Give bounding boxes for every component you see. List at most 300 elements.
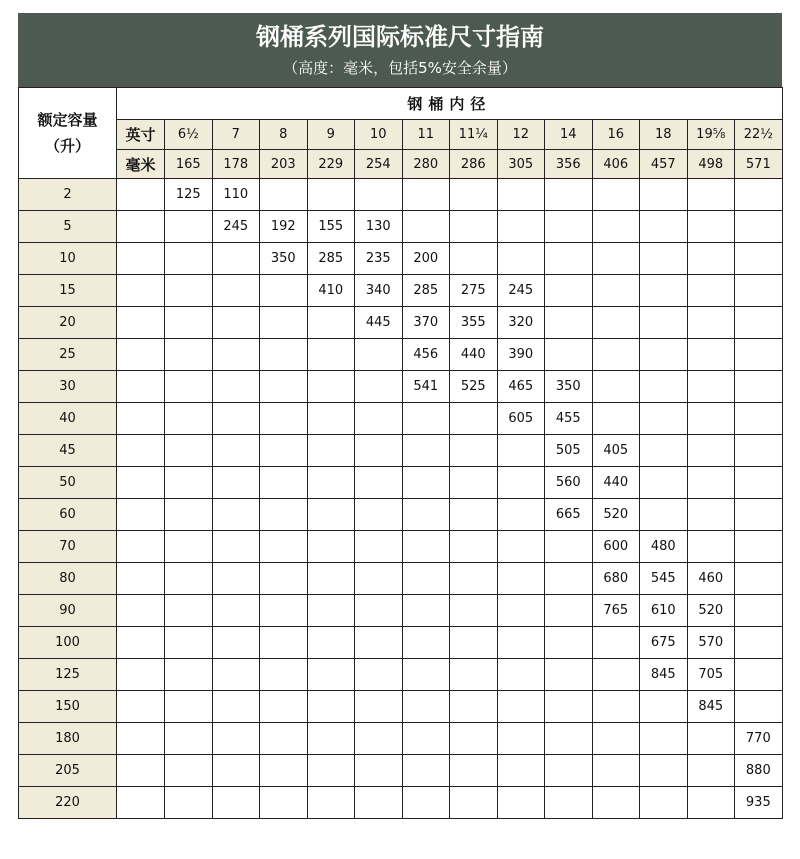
height-cell bbox=[165, 755, 213, 787]
size-table bbox=[18, 87, 783, 819]
height-cell bbox=[687, 307, 735, 339]
height-cell: 460 bbox=[687, 563, 735, 595]
unit-spacer-cell bbox=[117, 723, 165, 755]
capacity-header-cell bbox=[19, 88, 117, 179]
height-cell bbox=[402, 723, 450, 755]
height-cell bbox=[165, 787, 213, 819]
unit-spacer-cell bbox=[117, 659, 165, 691]
capacity-value: 30 bbox=[19, 371, 117, 403]
height-cell bbox=[735, 659, 783, 691]
mm-value: 406 bbox=[592, 150, 640, 179]
height-cell: 245 bbox=[212, 211, 260, 243]
height-cell: 275 bbox=[450, 275, 498, 307]
height-cell: 880 bbox=[735, 755, 783, 787]
height-cell bbox=[687, 211, 735, 243]
capacity-value: 2 bbox=[19, 179, 117, 211]
height-cell bbox=[165, 275, 213, 307]
height-cell bbox=[212, 403, 260, 435]
height-cell bbox=[497, 787, 545, 819]
capacity-value: 20 bbox=[19, 307, 117, 339]
unit-spacer-cell bbox=[117, 531, 165, 563]
inner-diameter-header: 钢桶内径 bbox=[117, 88, 783, 120]
height-cell bbox=[212, 531, 260, 563]
height-cell bbox=[355, 371, 403, 403]
height-cell bbox=[402, 179, 450, 211]
table-row bbox=[19, 275, 783, 307]
height-cell bbox=[307, 531, 355, 563]
height-cell bbox=[212, 787, 260, 819]
height-cell bbox=[735, 275, 783, 307]
mm-value: 286 bbox=[450, 150, 498, 179]
height-cell bbox=[687, 339, 735, 371]
height-cell bbox=[260, 723, 308, 755]
height-cell bbox=[450, 787, 498, 819]
height-cell bbox=[260, 371, 308, 403]
height-cell bbox=[165, 627, 213, 659]
height-cell bbox=[545, 787, 593, 819]
mm-label: 毫米 bbox=[117, 150, 165, 179]
height-cell bbox=[355, 755, 403, 787]
mm-value: 280 bbox=[402, 150, 450, 179]
capacity-value: 45 bbox=[19, 435, 117, 467]
height-cell bbox=[450, 211, 498, 243]
height-cell bbox=[165, 723, 213, 755]
height-cell bbox=[450, 499, 498, 531]
height-cell: 350 bbox=[545, 371, 593, 403]
height-cell bbox=[450, 243, 498, 275]
height-cell bbox=[260, 339, 308, 371]
height-cell bbox=[355, 659, 403, 691]
capacity-value: 50 bbox=[19, 467, 117, 499]
height-cell bbox=[735, 691, 783, 723]
height-cell bbox=[212, 627, 260, 659]
height-cell bbox=[450, 755, 498, 787]
height-cell bbox=[592, 275, 640, 307]
unit-spacer-cell bbox=[117, 755, 165, 787]
height-cell bbox=[402, 627, 450, 659]
capacity-value: 90 bbox=[19, 595, 117, 627]
height-cell bbox=[545, 691, 593, 723]
inch-value: 14 bbox=[545, 120, 593, 150]
capacity-value: 125 bbox=[19, 659, 117, 691]
height-cell bbox=[307, 627, 355, 659]
height-cell bbox=[687, 499, 735, 531]
height-cell bbox=[402, 531, 450, 563]
height-cell: 200 bbox=[402, 243, 450, 275]
table-row bbox=[19, 307, 783, 339]
height-cell bbox=[355, 595, 403, 627]
height-cell bbox=[165, 243, 213, 275]
height-cell: 505 bbox=[545, 435, 593, 467]
height-cell bbox=[450, 659, 498, 691]
height-cell bbox=[735, 307, 783, 339]
capacity-value: 70 bbox=[19, 531, 117, 563]
height-cell bbox=[687, 371, 735, 403]
height-cell bbox=[592, 371, 640, 403]
height-cell bbox=[355, 179, 403, 211]
height-cell bbox=[450, 595, 498, 627]
height-cell bbox=[497, 691, 545, 723]
height-cell bbox=[640, 435, 688, 467]
height-cell bbox=[592, 307, 640, 339]
height-cell bbox=[212, 275, 260, 307]
height-cell bbox=[165, 467, 213, 499]
height-cell bbox=[212, 563, 260, 595]
height-cell bbox=[165, 211, 213, 243]
height-cell bbox=[212, 595, 260, 627]
inch-value: 16 bbox=[592, 120, 640, 150]
inch-label: 英寸 bbox=[117, 120, 165, 150]
height-cell bbox=[592, 243, 640, 275]
table-row bbox=[19, 435, 783, 467]
height-cell: 285 bbox=[307, 243, 355, 275]
height-cell: 350 bbox=[260, 243, 308, 275]
table-row bbox=[19, 595, 783, 627]
height-cell: 285 bbox=[402, 275, 450, 307]
height-cell bbox=[450, 179, 498, 211]
height-cell bbox=[687, 467, 735, 499]
height-cell bbox=[545, 595, 593, 627]
table-row bbox=[19, 755, 783, 787]
height-cell bbox=[355, 563, 403, 595]
height-cell bbox=[640, 179, 688, 211]
height-cell bbox=[640, 755, 688, 787]
height-cell bbox=[165, 595, 213, 627]
height-cell bbox=[640, 691, 688, 723]
height-cell bbox=[640, 787, 688, 819]
capacity-unit: （升） bbox=[44, 137, 90, 155]
height-cell: 125 bbox=[165, 179, 213, 211]
inch-value: 6½ bbox=[165, 120, 213, 150]
height-cell bbox=[260, 595, 308, 627]
height-cell: 245 bbox=[497, 275, 545, 307]
height-cell bbox=[165, 499, 213, 531]
height-cell bbox=[735, 595, 783, 627]
height-cell: 845 bbox=[640, 659, 688, 691]
height-cell bbox=[212, 371, 260, 403]
height-cell: 480 bbox=[640, 531, 688, 563]
mm-value: 356 bbox=[545, 150, 593, 179]
height-cell bbox=[497, 595, 545, 627]
height-cell bbox=[687, 275, 735, 307]
height-cell bbox=[212, 723, 260, 755]
height-cell: 130 bbox=[355, 211, 403, 243]
height-cell bbox=[307, 787, 355, 819]
capacity-value: 15 bbox=[19, 275, 117, 307]
height-cell bbox=[260, 531, 308, 563]
unit-spacer-cell bbox=[117, 595, 165, 627]
height-cell: 192 bbox=[260, 211, 308, 243]
height-cell: 600 bbox=[592, 531, 640, 563]
height-cell bbox=[307, 435, 355, 467]
height-cell bbox=[687, 435, 735, 467]
height-cell bbox=[545, 659, 593, 691]
unit-spacer-cell bbox=[117, 499, 165, 531]
height-cell: 705 bbox=[687, 659, 735, 691]
height-cell bbox=[260, 499, 308, 531]
height-cell bbox=[735, 211, 783, 243]
height-cell bbox=[450, 435, 498, 467]
inch-value: 7 bbox=[212, 120, 260, 150]
mm-value: 498 bbox=[687, 150, 735, 179]
height-cell: 935 bbox=[735, 787, 783, 819]
unit-spacer-cell bbox=[117, 627, 165, 659]
height-cell bbox=[497, 499, 545, 531]
height-cell bbox=[402, 787, 450, 819]
height-cell bbox=[402, 435, 450, 467]
height-cell bbox=[687, 243, 735, 275]
height-cell bbox=[402, 467, 450, 499]
height-cell bbox=[545, 275, 593, 307]
height-cell bbox=[450, 563, 498, 595]
height-cell bbox=[545, 243, 593, 275]
height-cell bbox=[497, 531, 545, 563]
height-cell bbox=[165, 691, 213, 723]
height-cell bbox=[307, 595, 355, 627]
height-cell bbox=[497, 627, 545, 659]
height-cell bbox=[545, 211, 593, 243]
page bbox=[18, 13, 800, 819]
inch-value: 9 bbox=[307, 120, 355, 150]
height-cell bbox=[307, 307, 355, 339]
height-cell bbox=[450, 531, 498, 563]
height-cell: 445 bbox=[355, 307, 403, 339]
height-cell: 765 bbox=[592, 595, 640, 627]
height-cell bbox=[545, 723, 593, 755]
height-cell bbox=[260, 307, 308, 339]
height-cell bbox=[165, 307, 213, 339]
height-cell: 610 bbox=[640, 595, 688, 627]
height-cell bbox=[355, 787, 403, 819]
height-cell bbox=[212, 499, 260, 531]
inch-value: 10 bbox=[355, 120, 403, 150]
height-cell bbox=[355, 627, 403, 659]
height-cell: 340 bbox=[355, 275, 403, 307]
height-cell bbox=[307, 403, 355, 435]
mm-value: 457 bbox=[640, 150, 688, 179]
height-cell: 665 bbox=[545, 499, 593, 531]
height-cell bbox=[687, 531, 735, 563]
height-cell bbox=[402, 691, 450, 723]
title-banner bbox=[18, 13, 782, 87]
page-title: 钢桶系列国际标准尺寸指南 bbox=[256, 23, 544, 51]
table-row bbox=[19, 211, 783, 243]
height-cell bbox=[735, 627, 783, 659]
height-cell bbox=[260, 627, 308, 659]
capacity-value: 180 bbox=[19, 723, 117, 755]
height-cell bbox=[497, 179, 545, 211]
unit-spacer-cell bbox=[117, 371, 165, 403]
height-cell bbox=[450, 403, 498, 435]
height-cell bbox=[687, 787, 735, 819]
height-cell bbox=[212, 339, 260, 371]
height-cell bbox=[402, 211, 450, 243]
height-cell bbox=[402, 403, 450, 435]
height-cell: 235 bbox=[355, 243, 403, 275]
mm-value: 571 bbox=[735, 150, 783, 179]
height-cell bbox=[592, 339, 640, 371]
height-cell bbox=[402, 659, 450, 691]
height-cell bbox=[640, 243, 688, 275]
height-cell bbox=[212, 243, 260, 275]
height-cell bbox=[212, 307, 260, 339]
height-cell bbox=[545, 307, 593, 339]
height-cell bbox=[450, 723, 498, 755]
height-cell bbox=[402, 755, 450, 787]
height-cell bbox=[735, 371, 783, 403]
table-row bbox=[19, 787, 783, 819]
height-cell bbox=[640, 499, 688, 531]
height-cell: 770 bbox=[735, 723, 783, 755]
height-cell bbox=[592, 211, 640, 243]
height-cell bbox=[212, 691, 260, 723]
height-cell: 605 bbox=[497, 403, 545, 435]
inch-value: 8 bbox=[260, 120, 308, 150]
height-cell bbox=[212, 467, 260, 499]
height-cell bbox=[640, 467, 688, 499]
height-cell bbox=[165, 659, 213, 691]
capacity-value: 205 bbox=[19, 755, 117, 787]
height-cell bbox=[212, 659, 260, 691]
height-cell bbox=[687, 723, 735, 755]
capacity-value: 10 bbox=[19, 243, 117, 275]
capacity-header: 额定容量 bbox=[37, 111, 98, 129]
table-row bbox=[19, 339, 783, 371]
height-cell bbox=[497, 659, 545, 691]
height-cell: 845 bbox=[687, 691, 735, 723]
capacity-value: 150 bbox=[19, 691, 117, 723]
capacity-value: 5 bbox=[19, 211, 117, 243]
height-cell bbox=[735, 467, 783, 499]
capacity-value: 40 bbox=[19, 403, 117, 435]
capacity-value: 80 bbox=[19, 563, 117, 595]
height-cell bbox=[735, 243, 783, 275]
height-cell: 355 bbox=[450, 307, 498, 339]
unit-spacer-cell bbox=[117, 563, 165, 595]
height-cell bbox=[640, 211, 688, 243]
height-cell: 541 bbox=[402, 371, 450, 403]
height-cell bbox=[355, 691, 403, 723]
unit-spacer-cell bbox=[117, 243, 165, 275]
height-cell: 410 bbox=[307, 275, 355, 307]
height-cell bbox=[355, 723, 403, 755]
inch-value: 11¼ bbox=[450, 120, 498, 150]
inch-value: 18 bbox=[640, 120, 688, 150]
height-cell: 525 bbox=[450, 371, 498, 403]
table-row bbox=[19, 531, 783, 563]
height-cell bbox=[640, 307, 688, 339]
table-row bbox=[19, 723, 783, 755]
height-cell bbox=[260, 179, 308, 211]
table-row bbox=[19, 179, 783, 211]
height-cell bbox=[687, 179, 735, 211]
unit-spacer-cell bbox=[117, 307, 165, 339]
height-cell bbox=[307, 499, 355, 531]
height-cell bbox=[402, 499, 450, 531]
height-cell bbox=[640, 275, 688, 307]
height-cell: 520 bbox=[592, 499, 640, 531]
height-cell bbox=[497, 243, 545, 275]
height-cell bbox=[545, 563, 593, 595]
height-cell: 110 bbox=[212, 179, 260, 211]
mm-value: 305 bbox=[497, 150, 545, 179]
height-cell bbox=[212, 755, 260, 787]
table-row bbox=[19, 403, 783, 435]
height-cell: 440 bbox=[592, 467, 640, 499]
table-row bbox=[19, 499, 783, 531]
capacity-value: 60 bbox=[19, 499, 117, 531]
height-cell bbox=[165, 531, 213, 563]
height-cell bbox=[592, 659, 640, 691]
height-cell bbox=[592, 403, 640, 435]
height-cell bbox=[307, 691, 355, 723]
capacity-value: 220 bbox=[19, 787, 117, 819]
height-cell bbox=[307, 723, 355, 755]
height-cell: 456 bbox=[402, 339, 450, 371]
inch-value: 11 bbox=[402, 120, 450, 150]
unit-spacer-cell bbox=[117, 179, 165, 211]
unit-spacer-cell bbox=[117, 435, 165, 467]
table-row bbox=[19, 243, 783, 275]
height-cell bbox=[355, 435, 403, 467]
height-cell bbox=[355, 531, 403, 563]
height-cell bbox=[735, 179, 783, 211]
unit-spacer-cell bbox=[117, 211, 165, 243]
height-cell bbox=[545, 339, 593, 371]
table-row bbox=[19, 659, 783, 691]
height-cell bbox=[307, 179, 355, 211]
height-cell bbox=[307, 371, 355, 403]
height-cell bbox=[450, 627, 498, 659]
mm-value: 165 bbox=[165, 150, 213, 179]
height-cell bbox=[497, 467, 545, 499]
height-cell bbox=[450, 467, 498, 499]
height-cell bbox=[687, 755, 735, 787]
height-cell bbox=[735, 435, 783, 467]
height-cell: 440 bbox=[450, 339, 498, 371]
inch-value: 22½ bbox=[735, 120, 783, 150]
height-cell: 520 bbox=[687, 595, 735, 627]
mm-value: 254 bbox=[355, 150, 403, 179]
height-cell bbox=[640, 723, 688, 755]
table-row bbox=[19, 371, 783, 403]
height-cell bbox=[307, 563, 355, 595]
height-cell bbox=[592, 179, 640, 211]
height-cell bbox=[260, 467, 308, 499]
height-cell bbox=[260, 691, 308, 723]
height-cell bbox=[592, 755, 640, 787]
height-cell bbox=[165, 371, 213, 403]
height-cell bbox=[735, 499, 783, 531]
table-row bbox=[19, 563, 783, 595]
height-cell bbox=[545, 179, 593, 211]
unit-spacer-cell bbox=[117, 787, 165, 819]
height-cell bbox=[497, 723, 545, 755]
height-cell bbox=[355, 499, 403, 531]
height-cell bbox=[735, 403, 783, 435]
inch-value: 19⅝ bbox=[687, 120, 735, 150]
height-cell bbox=[260, 659, 308, 691]
height-cell bbox=[355, 403, 403, 435]
height-cell bbox=[640, 403, 688, 435]
height-cell bbox=[735, 339, 783, 371]
height-cell: 570 bbox=[687, 627, 735, 659]
table-row bbox=[19, 627, 783, 659]
height-cell bbox=[592, 691, 640, 723]
height-cell: 405 bbox=[592, 435, 640, 467]
height-cell bbox=[592, 627, 640, 659]
capacity-value: 100 bbox=[19, 627, 117, 659]
